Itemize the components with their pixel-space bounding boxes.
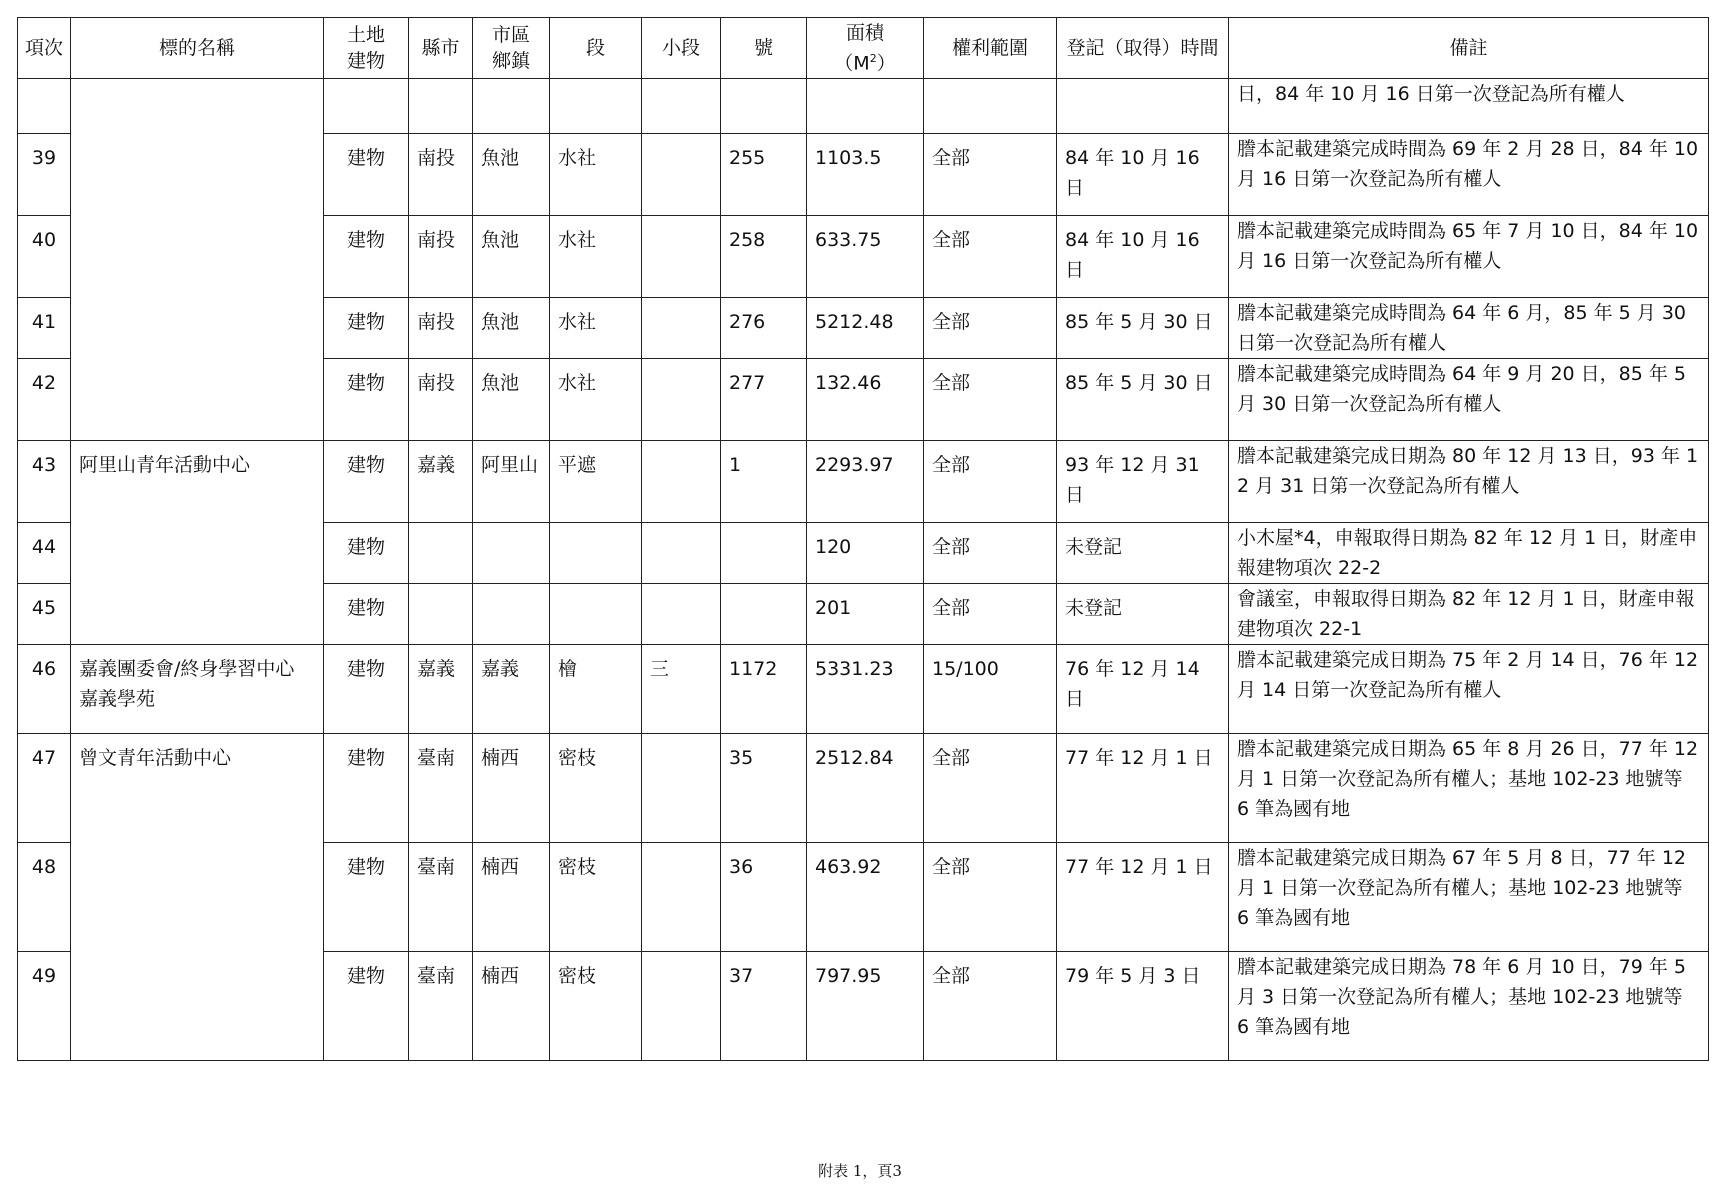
cell-town: 魚池 [473, 298, 550, 359]
cell-town [473, 584, 550, 645]
header-area-line1: 面積 [845, 22, 884, 44]
cell-county [409, 79, 473, 134]
cell-no: 48 [18, 843, 71, 952]
cell-rights: 全部 [924, 584, 1057, 645]
header-row [18, 18, 1709, 79]
cell-county: 臺南 [409, 952, 473, 1061]
cell-date: 77 年 12 月 1 日 [1057, 734, 1229, 843]
cell-section: 檜 [550, 645, 642, 734]
cell-type: 建物 [324, 441, 409, 523]
cell-subsection: 三 [642, 645, 721, 734]
header-area [807, 18, 924, 79]
cell-county: 南投 [409, 216, 473, 298]
cell-area: 1103.5 [807, 134, 924, 216]
cell-notes: 謄本記載建築完成日期為 75 年 2 月 14 日，76 年 12 月 14 日第一次登記為所有權人 [1229, 645, 1709, 734]
cell-area: 2293.97 [807, 441, 924, 523]
cell-rights: 15/100 [924, 645, 1057, 734]
cell-subsection [642, 952, 721, 1061]
header-notes: 備註 [1229, 18, 1709, 79]
cell-notes: 謄本記載建築完成日期為 78 年 6 月 10 日，79 年 5 月 3 日第一次登記為所有權人；基地 102-23 地號等 6 筆為國有地 [1229, 952, 1709, 1061]
cell-notes: 會議室，申報取得日期為 82 年 12 月 1 日，財產申報建物項次 22-1 [1229, 584, 1709, 645]
cell-notes: 謄本記載建築完成時間為 69 年 2 月 28 日，84 年 10 月 16 日第一次登記為所有權人 [1229, 134, 1709, 216]
cell-date: 85 年 5 月 30 日 [1057, 298, 1229, 359]
table-body [18, 79, 1709, 1061]
cell-type: 建物 [324, 134, 409, 216]
cell-subsection [642, 79, 721, 134]
cell-town: 楠西 [473, 734, 550, 843]
cell-number: 277 [721, 359, 807, 441]
cell-section: 平遮 [550, 441, 642, 523]
cell-section [550, 523, 642, 584]
cell-number: 276 [721, 298, 807, 359]
cell-subsection [642, 359, 721, 441]
cell-town: 魚池 [473, 359, 550, 441]
cell-number: 1172 [721, 645, 807, 734]
table-row [18, 79, 1709, 134]
cell-county: 嘉義 [409, 441, 473, 523]
cell-rights: 全部 [924, 441, 1057, 523]
cell-type: 建物 [324, 584, 409, 645]
cell-rights: 全部 [924, 952, 1057, 1061]
cell-name: 阿里山青年活動中心 [71, 441, 324, 645]
cell-section: 水社 [550, 359, 642, 441]
cell-town: 魚池 [473, 216, 550, 298]
cell-date: 84 年 10 月 16 日 [1057, 216, 1229, 298]
cell-no: 39 [18, 134, 71, 216]
header-area-sup: 2 [869, 52, 877, 65]
cell-area: 201 [807, 584, 924, 645]
cell-subsection [642, 584, 721, 645]
cell-no: 41 [18, 298, 71, 359]
cell-county: 南投 [409, 298, 473, 359]
cell-type: 建物 [324, 216, 409, 298]
cell-section: 密枝 [550, 843, 642, 952]
cell-section [550, 584, 642, 645]
cell-no: 43 [18, 441, 71, 523]
cell-date: 84 年 10 月 16 日 [1057, 134, 1229, 216]
cell-date: 77 年 12 月 1 日 [1057, 843, 1229, 952]
cell-rights: 全部 [924, 298, 1057, 359]
cell-area: 120 [807, 523, 924, 584]
cell-section: 水社 [550, 298, 642, 359]
cell-area: 797.95 [807, 952, 924, 1061]
cell-area: 132.46 [807, 359, 924, 441]
cell-town: 魚池 [473, 134, 550, 216]
header-county: 縣市 [409, 18, 473, 79]
cell-number [721, 523, 807, 584]
cell-town [473, 79, 550, 134]
header-type-line1: 土地 [346, 24, 385, 47]
cell-county: 南投 [409, 359, 473, 441]
cell-type [324, 79, 409, 134]
table-row [18, 441, 1709, 523]
cell-date: 85 年 5 月 30 日 [1057, 359, 1229, 441]
header-town [473, 18, 550, 79]
cell-county: 南投 [409, 134, 473, 216]
cell-section [550, 79, 642, 134]
cell-rights: 全部 [924, 734, 1057, 843]
cell-date: 79 年 5 月 3 日 [1057, 952, 1229, 1061]
cell-area: 2512.84 [807, 734, 924, 843]
page-footer: 附表 1，頁3 [818, 1162, 902, 1180]
cell-no: 45 [18, 584, 71, 645]
cell-number: 37 [721, 952, 807, 1061]
cell-county [409, 584, 473, 645]
cell-type: 建物 [324, 645, 409, 734]
cell-rights [924, 79, 1057, 134]
cell-town: 楠西 [473, 952, 550, 1061]
cell-county: 嘉義 [409, 645, 473, 734]
cell-notes: 小木屋*4，申報取得日期為 82 年 12 月 1 日，財產申報建物項次 22-2 [1229, 523, 1709, 584]
cell-section: 密枝 [550, 952, 642, 1061]
cell-date: 未登記 [1057, 584, 1229, 645]
header-town-line2: 鄉鎮 [491, 50, 530, 73]
cell-subsection [642, 134, 721, 216]
cell-rights: 全部 [924, 843, 1057, 952]
header-subsection: 小段 [642, 18, 721, 79]
cell-date: 76 年 12 月 14 日 [1057, 645, 1229, 734]
cell-section: 水社 [550, 134, 642, 216]
cell-type: 建物 [324, 523, 409, 584]
cell-notes: 謄本記載建築完成時間為 64 年 6 月，85 年 5 月 30 日第一次登記為所有權人 [1229, 298, 1709, 359]
cell-county: 臺南 [409, 734, 473, 843]
cell-area: 463.92 [807, 843, 924, 952]
cell-no: 42 [18, 359, 71, 441]
cell-no: 49 [18, 952, 71, 1061]
cell-name [71, 79, 324, 441]
cell-no: 44 [18, 523, 71, 584]
cell-notes: 謄本記載建築完成時間為 64 年 9 月 20 日，85 年 5 月 30 日第一次登記為所有權人 [1229, 359, 1709, 441]
cell-no: 46 [18, 645, 71, 734]
cell-number: 35 [721, 734, 807, 843]
cell-subsection [642, 298, 721, 359]
cell-type: 建物 [324, 843, 409, 952]
cell-date: 93 年 12 月 31 日 [1057, 441, 1229, 523]
cell-subsection [642, 441, 721, 523]
cell-name: 嘉義團委會/終身學習中心 嘉義學苑 [71, 645, 324, 734]
cell-town [473, 523, 550, 584]
cell-rights: 全部 [924, 523, 1057, 584]
cell-town: 楠西 [473, 843, 550, 952]
header-area-line2: （M [834, 52, 870, 75]
cell-number: 255 [721, 134, 807, 216]
cell-number: 36 [721, 843, 807, 952]
cell-name: 曾文青年活動中心 [71, 734, 324, 1061]
cell-subsection [642, 734, 721, 843]
header-rights: 權利範圍 [924, 18, 1057, 79]
cell-area: 5331.23 [807, 645, 924, 734]
cell-type: 建物 [324, 359, 409, 441]
cell-notes: 謄本記載建築完成日期為 67 年 5 月 8 日，77 年 12 月 1 日第一次登記為所有權人；基地 102-23 地號等 6 筆為國有地 [1229, 843, 1709, 952]
cell-type: 建物 [324, 734, 409, 843]
cell-rights: 全部 [924, 216, 1057, 298]
cell-subsection [642, 523, 721, 584]
cell-type: 建物 [324, 952, 409, 1061]
cell-no: 40 [18, 216, 71, 298]
cell-number: 258 [721, 216, 807, 298]
cell-number [721, 79, 807, 134]
table-row [18, 734, 1709, 843]
header-type-line2: 建物 [346, 50, 385, 73]
cell-area: 633.75 [807, 216, 924, 298]
header-name: 標的名稱 [71, 18, 324, 79]
cell-area: 5212.48 [807, 298, 924, 359]
cell-notes: 謄本記載建築完成日期為 80 年 12 月 13 日，93 年 12 月 31 日第一次登記為所有權人 [1229, 441, 1709, 523]
cell-town: 阿里山 [473, 441, 550, 523]
cell-subsection [642, 216, 721, 298]
cell-type: 建物 [324, 298, 409, 359]
cell-section: 密枝 [550, 734, 642, 843]
cell-notes: 謄本記載建築完成日期為 65 年 8 月 26 日，77 年 12 月 1 日第一次登記為所有權人；基地 102-23 地號等 6 筆為國有地 [1229, 734, 1709, 843]
cell-notes: 日，84 年 10 月 16 日第一次登記為所有權人 [1229, 79, 1709, 134]
cell-date: 未登記 [1057, 523, 1229, 584]
cell-town: 嘉義 [473, 645, 550, 734]
cell-county: 臺南 [409, 843, 473, 952]
header-town-line1: 市區 [491, 24, 530, 47]
cell-area [807, 79, 924, 134]
cell-no: 47 [18, 734, 71, 843]
cell-rights: 全部 [924, 359, 1057, 441]
cell-subsection [642, 843, 721, 952]
header-number: 號 [721, 18, 807, 79]
header-no: 項次 [18, 18, 71, 79]
cell-section: 水社 [550, 216, 642, 298]
cell-notes: 謄本記載建築完成時間為 65 年 7 月 10 日，84 年 10 月 16 日第一次登記為所有權人 [1229, 216, 1709, 298]
header-section: 段 [550, 18, 642, 79]
cell-number: 1 [721, 441, 807, 523]
cell-date [1057, 79, 1229, 134]
cell-rights: 全部 [924, 134, 1057, 216]
property-table [17, 17, 1709, 1061]
header-type [324, 18, 409, 79]
cell-no [18, 79, 71, 134]
cell-county [409, 523, 473, 584]
table-row [18, 645, 1709, 734]
header-date: 登記（取得）時間 [1057, 18, 1229, 79]
cell-number [721, 584, 807, 645]
header-area-line3: ） [876, 52, 896, 75]
